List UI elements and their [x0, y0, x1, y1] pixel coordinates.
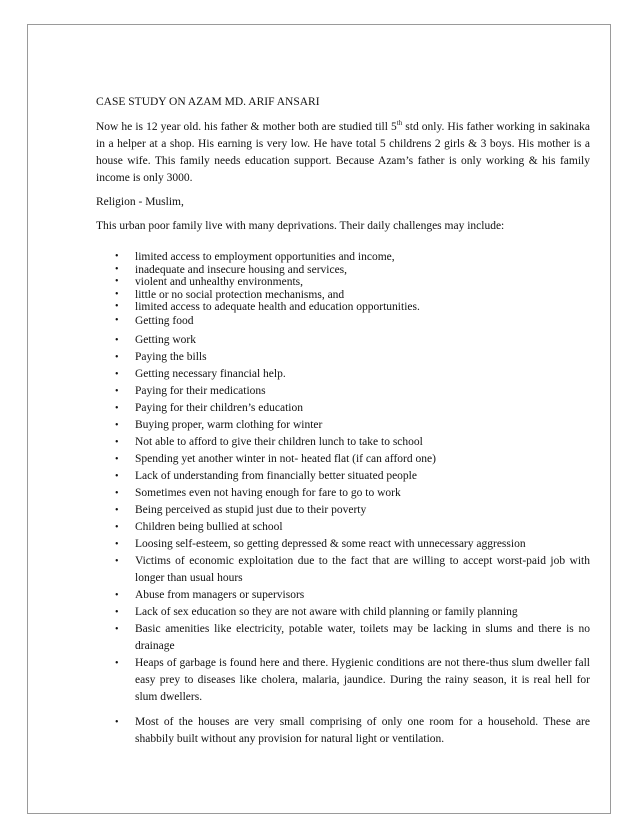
list-item-text: Not able to afford to give their children lunch to take to school [135, 435, 423, 448]
list-item [96, 536, 590, 553]
list-item [96, 349, 590, 366]
bullet-icon: • [115, 334, 119, 346]
bullet-icon: • [115, 589, 119, 601]
list-item-text: Being perceived as stupid just due to their poverty [135, 503, 367, 516]
challenges-list [96, 251, 590, 748]
list-item [96, 383, 590, 400]
list-item-text: Paying for their children’s education [135, 401, 303, 414]
bullet-icon: • [115, 385, 119, 397]
religion-line: Religion - Muslim, [96, 196, 184, 208]
bullet-icon: • [115, 453, 119, 465]
list-item-text: limited access to employment opportunities and income, [135, 251, 395, 263]
list-item-text: Basic amenities like electricity, potable water, toilets may be lacking in slums and there is no drainage [135, 622, 590, 652]
bullet-icon: • [115, 504, 119, 516]
list-item [96, 366, 590, 383]
list-item [96, 553, 590, 587]
list-item [96, 276, 590, 289]
list-item [96, 604, 590, 621]
list-item [96, 655, 590, 706]
list-item [96, 451, 590, 468]
bullet-icon: • [115, 301, 119, 312]
list-item [96, 314, 590, 328]
bullet-icon: • [115, 351, 119, 363]
list-item-text: Heaps of garbage is found here and there. Hygienic conditions are not there-thus slum dweller fall easy prey to diseases like cholera, malaria, jaundice. During the rainy season, it is real hell for slum dwellers. [135, 656, 590, 703]
list-item-text: Victims of economic exploitation due to the fact that are willing to accept worst-paid job with longer than usual hours [135, 554, 590, 584]
bullet-icon: • [115, 419, 119, 431]
document-body [96, 94, 590, 748]
bullet-icon: • [115, 555, 119, 567]
list-item-text: Abuse from managers or supervisors [135, 588, 305, 601]
bullet-icon: • [115, 276, 119, 287]
list-item-text: Sometimes even not having enough for fare to go to work [135, 486, 401, 499]
list-item-text: Lack of sex education so they are not aware with child planning or family planning [135, 605, 518, 618]
list-item-text: Getting food [135, 314, 194, 327]
list-item-text: violent and unhealthy environments, [135, 276, 303, 288]
bullet-icon: • [115, 657, 119, 669]
list-item-text: Children being bullied at school [135, 520, 283, 533]
list-item-text: Buying proper, warm clothing for winter [135, 418, 323, 431]
list-item [96, 434, 590, 451]
list-item-text: inadequate and insecure housing and services, [135, 263, 348, 276]
list-item-text: Getting work [135, 333, 197, 346]
list-item [96, 519, 590, 536]
list-item-text: limited access to adequate health and education opportunities. [135, 301, 420, 313]
list-item-text: Paying for their medications [135, 384, 266, 397]
list-item-text: Lack of understanding from financially better situated people [135, 469, 417, 482]
intro-text-end: std only. His father working in sakinaka in a helper at a shop. His earning is very low. He have total 5 childrens 2 girls & 3 boys. His mother is a house wife. This family needs education support. Because Azam’s father is only working & his family income is only 3000. [96, 121, 590, 184]
bullet-icon: • [115, 368, 119, 380]
list-item [96, 301, 590, 314]
list-item [96, 714, 590, 748]
bullet-icon: • [115, 487, 119, 499]
bullet-icon: • [115, 436, 119, 448]
list-item-text: Loosing self-esteem, so getting depressed & some react with unnecessary aggression [135, 537, 526, 550]
bullet-icon: • [115, 288, 119, 300]
intro-superscript: th [396, 119, 403, 128]
list-item-text: Paying the bills [135, 350, 207, 363]
list-item [96, 289, 590, 302]
bullet-icon: • [115, 606, 119, 618]
bullet-icon: • [115, 716, 119, 728]
list-item-text: Spending yet another winter in not- heated flat (if can afford one) [135, 452, 436, 465]
bullet-icon: • [115, 521, 119, 533]
bullet-icon: • [115, 263, 119, 275]
list-item [96, 502, 590, 519]
list-item [96, 332, 590, 349]
document-title: CASE STUDY ON AZAM MD. ARIF ANSARI [96, 96, 320, 108]
bullet-icon: • [115, 623, 119, 635]
bullet-icon: • [115, 538, 119, 550]
intro-text-start: Now he is 12 year old. his father & mother both are studied till 5 [96, 121, 397, 133]
list-item [96, 621, 590, 655]
intro-paragraph [96, 119, 590, 187]
list-item [96, 468, 590, 485]
list-item-text: little or no social protection mechanisms, and [135, 288, 345, 301]
list-item [96, 417, 590, 434]
list-item-text: Most of the houses are very small comprising of only one room for a household. These are shabbily built without any provision for natural light or ventilation. [135, 715, 590, 745]
list-item-text: Getting necessary financial help. [135, 367, 286, 380]
list-item [96, 400, 590, 417]
list-item [96, 485, 590, 502]
list-item [96, 251, 590, 264]
bullet-icon: • [115, 402, 119, 414]
list-item [96, 264, 590, 277]
bullet-icon: • [115, 314, 119, 326]
list-item [96, 587, 590, 604]
challenges-intro: This urban poor family live with many deprivations. Their daily challenges may include: [96, 220, 505, 232]
bullet-icon: • [115, 251, 119, 262]
bullet-icon: • [115, 470, 119, 482]
